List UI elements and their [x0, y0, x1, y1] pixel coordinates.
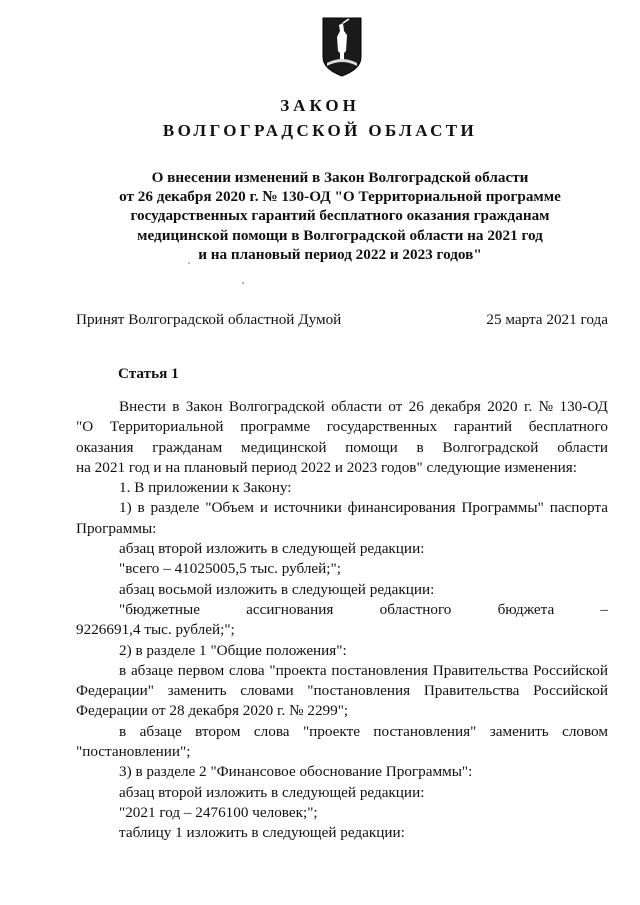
body-word: г. [523, 398, 533, 415]
body-line: 2) в разделе 1 "Общие положения": [119, 641, 347, 659]
body-word: гражданам [152, 438, 223, 456]
body-word: программе [240, 418, 311, 436]
body-word: оказания [76, 438, 134, 456]
body-word: в [416, 438, 424, 456]
body-line [76, 438, 608, 458]
body-word: гарантий [453, 418, 513, 436]
body-word: заменить [489, 722, 549, 740]
body-word: Закон [185, 398, 223, 415]
body-word: "бюджетные [119, 600, 200, 618]
body-word: 130-ОД [559, 398, 608, 415]
body-word: помощи [345, 438, 398, 456]
body-word: разделе [150, 499, 200, 517]
body-word: в [137, 499, 145, 517]
adopted-by: Принят Волгоградской областной Думой [76, 311, 342, 328]
body-word: бесплатного [528, 418, 608, 436]
body-word: словами [240, 682, 294, 700]
body-word: и [259, 499, 268, 517]
body-word: 2020 [487, 398, 518, 415]
body-word: "проекта [269, 661, 327, 679]
body-line: Федерации от 28 декабря 2020 г. № 2299"; [76, 702, 349, 720]
body-word: области [331, 398, 382, 415]
body-line: абзац восьмой изложить в следующей редакции: [119, 580, 435, 598]
body-word: Программы" [461, 499, 544, 517]
body-word: абзаце [130, 661, 174, 679]
body-word: финансирования [347, 499, 456, 517]
body-word: Волгоградской [442, 438, 539, 456]
law-region-title: ВОЛГОГРАДСКОЙ ОБЛАСТИ [162, 121, 478, 140]
body-line [76, 681, 608, 701]
body-word: от [388, 398, 403, 415]
body-word: слова [253, 722, 290, 740]
body-word: первом [177, 661, 225, 679]
article-body [76, 397, 608, 844]
law-subtitle [70, 168, 610, 264]
body-word: в [119, 722, 127, 740]
subtitle-line: медицинской помощи в Волгоградской области на 2021 год [137, 226, 543, 244]
scan-speck [242, 282, 244, 284]
adoption-date: 25 марта 2021 года [486, 311, 608, 328]
body-line: "постановлении"; [76, 743, 191, 761]
body-line [76, 498, 608, 518]
subtitle-line: О внесении изменений в Закон Волгоградской области [151, 169, 529, 186]
body-line: "2021 год – 2476100 человек;"; [119, 803, 318, 821]
body-word: втором [195, 722, 241, 740]
body-word: "Объем [205, 499, 254, 517]
body-word: – [600, 600, 608, 618]
subtitle-line: от 26 декабря 2020 г. № 130-ОД "О Территориальной программе [119, 188, 561, 206]
body-word: постановления" [373, 722, 477, 740]
body-word: декабря [430, 398, 481, 415]
body-word: постановления [331, 661, 429, 679]
body-word: 26 [408, 398, 424, 415]
body-line: таблицу 1 изложить в следующей редакции: [119, 824, 405, 842]
body-word: Территориальной [109, 418, 224, 436]
coat-of-arms-icon [322, 17, 362, 77]
body-word: в [172, 398, 180, 415]
body-line: 3) в разделе 2 "Финансовое обоснование Программы": [119, 763, 473, 781]
body-line [76, 722, 608, 742]
body-word: "проекте [302, 722, 360, 740]
body-word: ассигнования [246, 600, 334, 618]
body-word: Российской [533, 682, 608, 700]
body-word: слова [229, 661, 265, 679]
subtitle-line: государственных гарантий бесплатного оказания гражданам [130, 207, 550, 225]
body-line: "всего – 41025005,5 тыс. рублей;"; [119, 560, 341, 578]
body-word: Внести [119, 398, 166, 415]
law-title: ЗАКОН [280, 96, 360, 115]
body-word: абзаце [139, 722, 182, 740]
body-line: 1. В приложении к Закону: [119, 479, 292, 497]
body-line: абзац второй изложить в следующей редакции: [119, 783, 425, 801]
subtitle-line: и на плановый период 2022 и 2023 годов" [198, 245, 482, 263]
body-word: "постановления [307, 682, 411, 700]
article-heading: Статья 1 [118, 365, 179, 382]
body-word: Правительства [423, 682, 520, 700]
body-line: на 2021 год и на плановый период 2022 и 2023 годов" следующие изменения: [76, 458, 577, 476]
body-word: паспорта [549, 499, 608, 517]
body-line: 9226691,4 тыс. рублей;"; [76, 621, 235, 639]
scan-speck [188, 262, 190, 264]
body-line [76, 417, 608, 437]
body-word: областного [379, 600, 452, 618]
body-word: Российской [533, 661, 608, 679]
body-word: Федерации" [76, 682, 154, 700]
body-word: № [538, 398, 554, 415]
body-word: словом [562, 722, 608, 740]
body-word: в [119, 661, 127, 679]
body-line [76, 661, 608, 681]
body-word: Волгоградской [228, 398, 325, 415]
body-word: медицинской [241, 438, 327, 456]
body-word: государственных [326, 418, 438, 436]
body-word: бюджета [497, 600, 555, 618]
body-line [76, 397, 608, 417]
body-word: заменить [167, 682, 227, 700]
body-line: Программы: [76, 519, 157, 537]
body-word: Правительства [432, 661, 529, 679]
body-word: источники [273, 499, 342, 517]
body-word: 1) [119, 499, 132, 517]
body-word: "О [76, 418, 94, 436]
body-line [76, 600, 608, 620]
body-line: абзац второй изложить в следующей редакции: [119, 540, 425, 558]
body-word: области [557, 438, 608, 456]
